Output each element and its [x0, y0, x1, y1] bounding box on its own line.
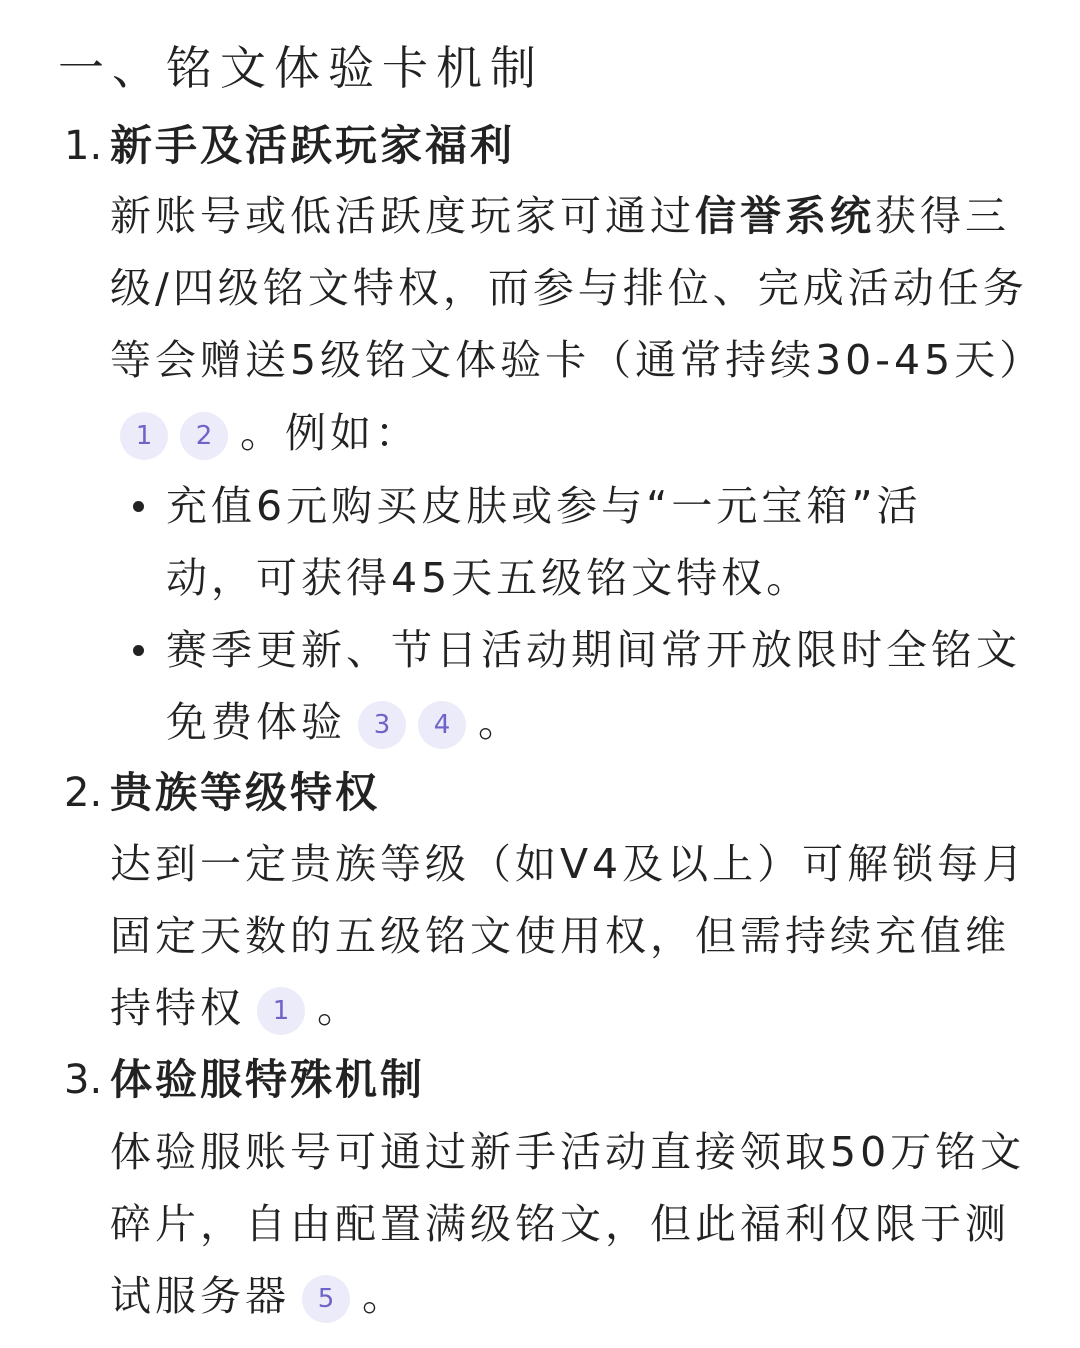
- citation-badge[interactable]: 2: [180, 412, 228, 460]
- item-1-citation-row: [120, 405, 420, 461]
- item-2-line-3: [110, 980, 362, 1036]
- item-3-end: 。: [362, 1272, 407, 1320]
- item-1-example-lead: 。例如：: [240, 409, 420, 457]
- bullet-2-line-2-text: 免费体验: [166, 698, 346, 746]
- item-1-line-2: 级/四级铭文特权，而参与排位、完成活动任务: [110, 264, 1028, 312]
- item-2-line-2: 固定天数的五级铭文使用权，但需持续充值维: [110, 912, 1010, 960]
- item-2-line-3-text: 持特权: [110, 984, 245, 1032]
- item-1-line-3: 等会赠送5级铭文体验卡（通常持续30-45天）: [110, 336, 1045, 384]
- item-1-number: 1.: [64, 123, 103, 169]
- item-3-line-1: 体验服账号可通过新手活动直接领取50万铭文: [110, 1128, 1026, 1176]
- citation-badge[interactable]: 1: [120, 412, 168, 460]
- item-2-end: 。: [317, 984, 362, 1032]
- item-3-line-2: 碎片，自由配置满级铭文，但此福利仅限于测: [110, 1200, 1010, 1248]
- item-2-line-1: 达到一定贵族等级（如V4及以上）可解锁每月: [110, 840, 1028, 888]
- bullet-2-end: 。: [478, 698, 523, 746]
- item-3-heading: 体验服特殊机制: [110, 1055, 426, 1104]
- bullet-2-line-2: [166, 694, 523, 750]
- item-1-line-1-after: 获得三: [875, 192, 1010, 240]
- item-3-number: 3.: [64, 1057, 103, 1103]
- bullet-dot: [133, 645, 144, 656]
- citation-badge[interactable]: 4: [418, 701, 466, 749]
- item-2-heading: 贵族等级特权: [110, 768, 381, 817]
- section-title: 一、铭文体验卡机制: [58, 41, 544, 95]
- citation-badge[interactable]: 1: [257, 987, 305, 1035]
- item-2-number: 2.: [64, 770, 103, 816]
- item-3-line-3-text: 试服务器: [110, 1272, 290, 1320]
- item-1-line-1-before: 新账号或低活跃度玩家可通过: [110, 192, 695, 240]
- reputation-system-term: 信誉系统: [695, 192, 875, 240]
- item-3-line-3: [110, 1268, 407, 1324]
- bullet-2-line-1: 赛季更新、节日活动期间常开放限时全铭文: [166, 626, 1021, 674]
- bullet-dot: [133, 501, 144, 512]
- bullet-1-line-2: 动，可获得45天五级铭文特权。: [166, 554, 812, 602]
- item-1-line-1: [110, 188, 1010, 244]
- citation-badge[interactable]: 5: [302, 1275, 350, 1323]
- bullet-1-line-1: 充值6元购买皮肤或参与“一元宝箱”活: [166, 482, 922, 530]
- item-1-heading: 新手及活跃玩家福利: [110, 121, 516, 170]
- citation-badge[interactable]: 3: [358, 701, 406, 749]
